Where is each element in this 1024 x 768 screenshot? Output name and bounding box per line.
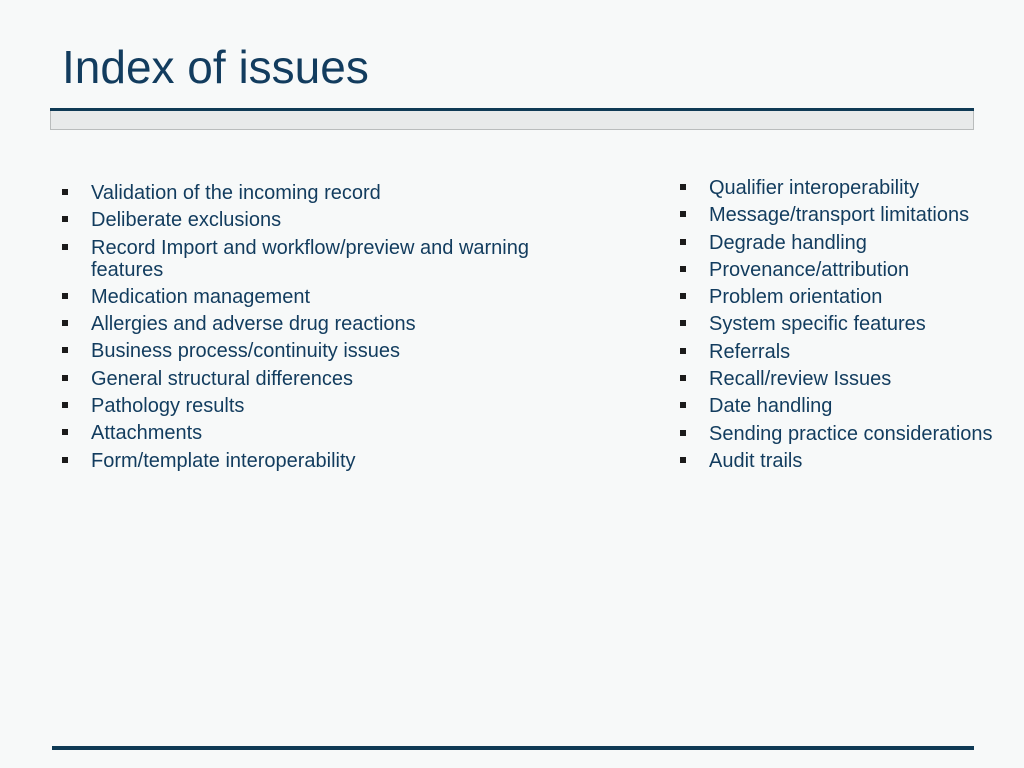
- square-bullet-icon: [680, 320, 686, 326]
- list-item-text: General structural differences: [91, 367, 353, 390]
- square-bullet-icon: [680, 457, 686, 463]
- list-item: [680, 341, 1020, 363]
- list-item-text: Degrade handling: [709, 231, 867, 254]
- list-item: [62, 450, 532, 472]
- list-item: [62, 313, 532, 335]
- square-bullet-icon: [680, 430, 686, 436]
- list-item-text: Referrals: [709, 340, 791, 363]
- list-item-text: Form/template interoperability: [91, 449, 356, 472]
- list-item-text: Qualifier interoperability: [709, 177, 920, 199]
- list-item-text: Pathology results: [91, 395, 245, 418]
- square-bullet-icon: [680, 348, 686, 354]
- list-item: [680, 368, 1020, 390]
- list-item-text: Message/transport limitations: [709, 204, 970, 227]
- square-bullet-icon: [62, 347, 68, 353]
- square-bullet-icon: [62, 375, 68, 381]
- square-bullet-icon: [680, 375, 686, 381]
- list-item-text: Deliberate exclusions: [91, 209, 282, 232]
- square-bullet-icon: [62, 216, 68, 222]
- list-item-text: Problem orientation: [709, 286, 883, 309]
- square-bullet-icon: [62, 457, 68, 463]
- list-item: [680, 286, 1020, 308]
- list-item-text: Validation of the incoming record: [91, 182, 381, 204]
- square-bullet-icon: [680, 239, 686, 245]
- title-underline-band: [50, 111, 974, 130]
- list-item: [62, 237, 532, 281]
- square-bullet-icon: [62, 402, 68, 408]
- square-bullet-icon: [62, 320, 68, 326]
- square-bullet-icon: [62, 429, 68, 435]
- list-item: [680, 395, 1020, 417]
- list-item-text: Date handling: [709, 395, 833, 418]
- square-bullet-icon: [680, 184, 686, 190]
- list-item-text: Business process/continuity issues: [91, 340, 401, 363]
- right-issue-list: [680, 177, 1020, 477]
- square-bullet-icon: [680, 211, 686, 217]
- list-item-text: Attachments: [91, 422, 203, 445]
- list-item-text: Record Import and workflow/preview and warning features: [91, 236, 529, 281]
- left-issue-list: [62, 182, 532, 477]
- square-bullet-icon: [680, 402, 686, 408]
- square-bullet-icon: [62, 244, 68, 250]
- list-item: [680, 313, 1020, 335]
- list-item: [62, 182, 532, 204]
- list-item: [680, 423, 1020, 445]
- list-item: [680, 259, 1020, 281]
- list-item-text: Medication management: [91, 285, 311, 308]
- list-item-text: System specific features: [709, 313, 926, 336]
- list-item: [62, 286, 532, 308]
- footer-divider-line: [52, 746, 974, 750]
- list-item: [680, 204, 1020, 226]
- list-item-text: Allergies and adverse drug reactions: [91, 313, 416, 336]
- list-item-text: Provenance/attribution: [709, 258, 910, 281]
- slide-title: Index of issues: [62, 41, 369, 93]
- list-item: [680, 177, 1020, 199]
- list-item: [62, 422, 532, 444]
- square-bullet-icon: [680, 266, 686, 272]
- list-item: [62, 340, 532, 362]
- list-item-text: Sending practice considerations: [709, 422, 993, 445]
- list-item-text: Audit trails: [709, 449, 803, 472]
- list-item: [62, 209, 532, 231]
- list-item: [62, 368, 532, 390]
- square-bullet-icon: [62, 189, 68, 195]
- list-item-text: Recall/review Issues: [709, 368, 892, 391]
- list-item: [680, 450, 1020, 472]
- list-item: [680, 232, 1020, 254]
- square-bullet-icon: [62, 293, 68, 299]
- square-bullet-icon: [680, 293, 686, 299]
- list-item: [62, 395, 532, 417]
